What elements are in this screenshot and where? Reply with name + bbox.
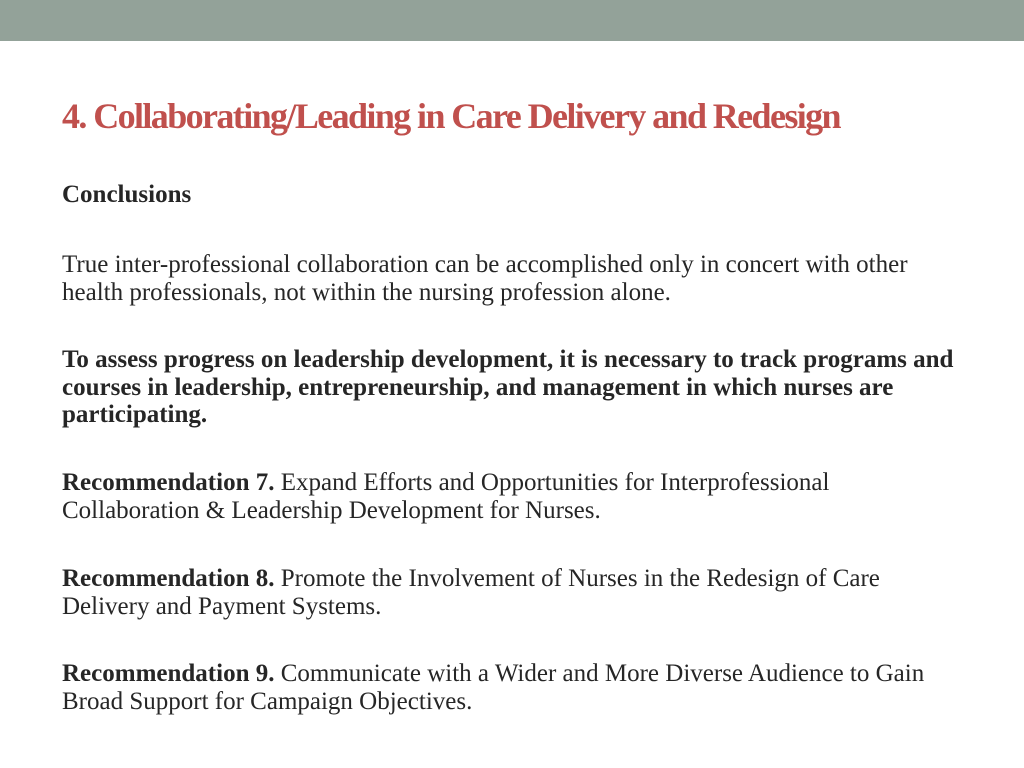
recommendation-8-label: Recommendation 8. xyxy=(62,565,275,592)
slide-title: 4. Collaborating/Leading in Care Delivery and Redesign xyxy=(62,96,840,136)
recommendation-9 xyxy=(62,660,967,715)
recommendation-9-text: Communicate with a Wider and More Diverse Audience to Gain Broad Support for Campaign Objectives. xyxy=(62,660,925,715)
recommendation-8 xyxy=(62,565,967,620)
recommendation-7-text: Expand Efforts and Opportunities for Interprofessional Collaboration & Leadership Development for Nurses. xyxy=(62,469,830,524)
recommendation-7 xyxy=(62,469,967,524)
recommendation-7-label: Recommendation 7. xyxy=(62,469,275,496)
conclusions-heading: Conclusions xyxy=(62,181,192,208)
recommendation-9-label: Recommendation 9. xyxy=(62,660,275,687)
collaboration-paragraph: True inter-professional collaboration can be accomplished only in concert with other health professionals, not within the nursing profession alone. xyxy=(62,251,908,306)
assessment-paragraph: To assess progress on leadership development, it is necessary to track programs and courses in leadership, entrepreneurship, and management in which nurses are participating. xyxy=(62,346,954,428)
header-accent-bar xyxy=(0,0,1024,41)
recommendation-8-text: Promote the Involvement of Nurses in the Redesign of Care Delivery and Payment Systems. xyxy=(62,565,880,620)
